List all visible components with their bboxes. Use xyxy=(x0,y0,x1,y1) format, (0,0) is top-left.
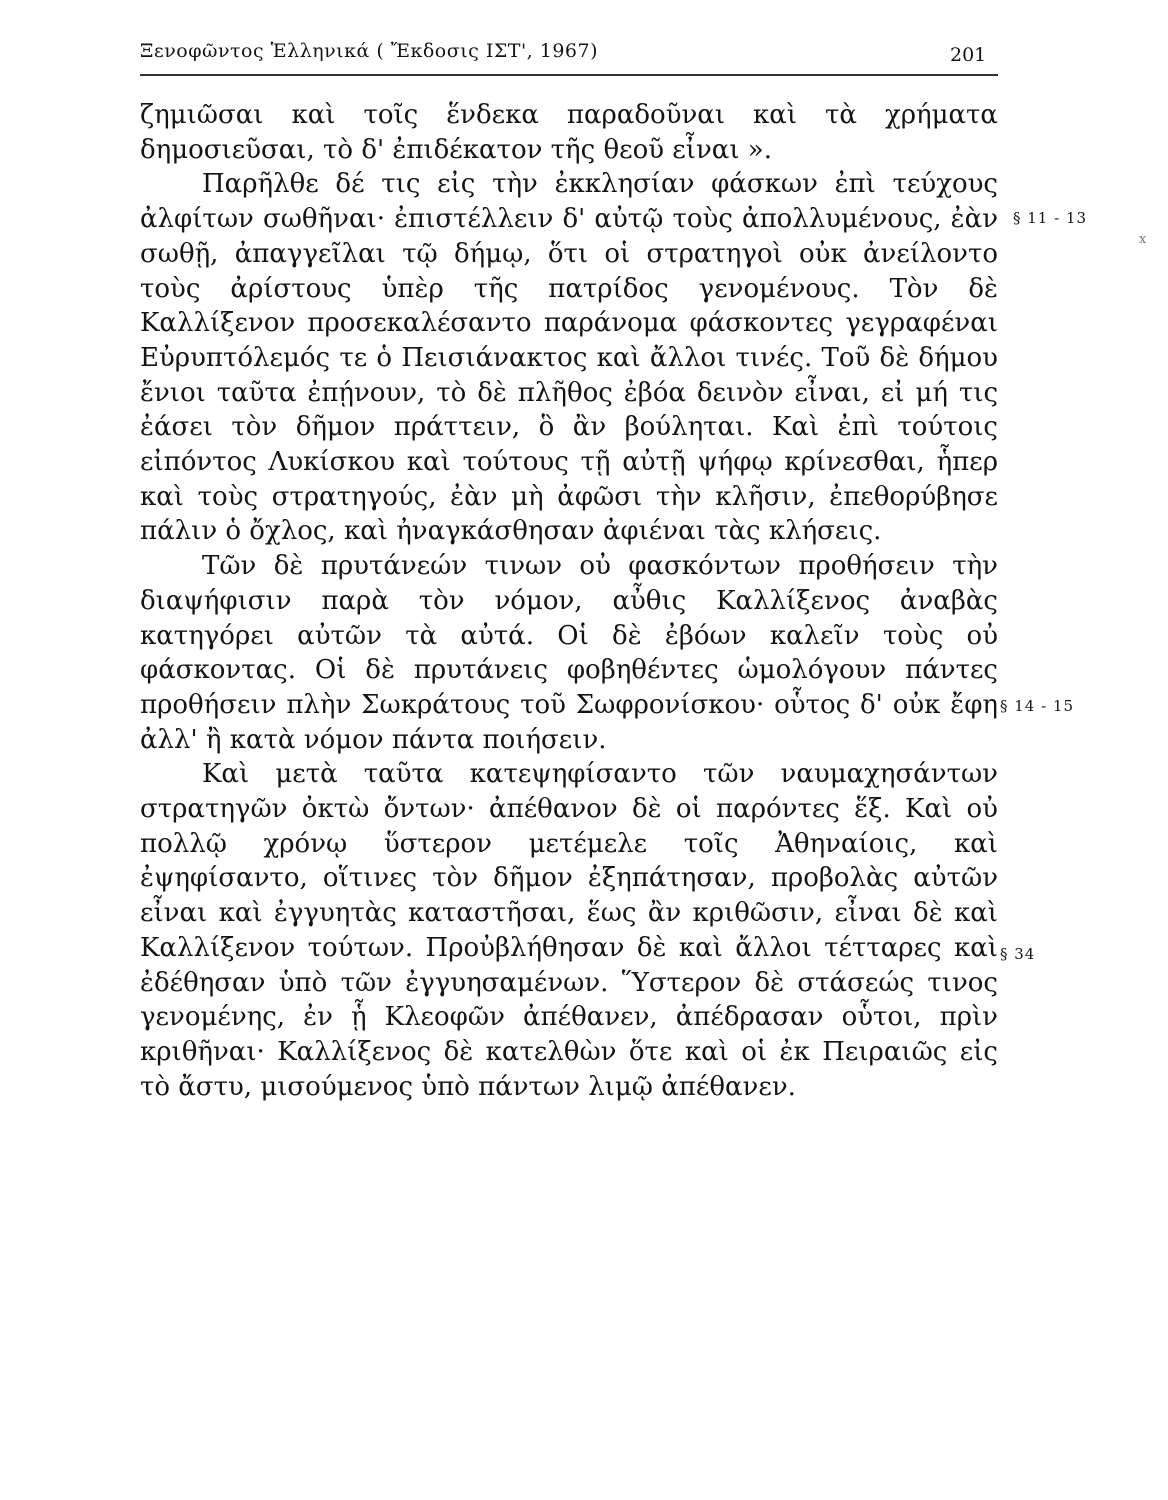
stray-margin-mark: x xyxy=(1139,232,1147,247)
running-header-title: Ξενοφῶντος Ἑλληνικά ( Ἔκδοσις ΙΣΤ', 1967) xyxy=(140,40,599,62)
page-number: 201 xyxy=(950,44,987,66)
paragraph-2: Παρῆλθε δέ τις εἰς τὴν ἐκκλησίαν φάσκων ἐπὶ τεύχους ἀλφίτων σωθῆναι· ἐπιστέλλειν δ' αὐτῷ τοὺς ἀπολλυμένους, ἐὰν σωθῇ, ἀπαγγεῖλαι τῷ δήμῳ, ὅτι οἱ στρατηγοὶ οὐκ ἀνείλοντο τοὺς ἀρίστους ὑπὲρ τῆς πατρίδος γενομένους. Τὸν δὲ Καλλίξενον προσεκαλέσαντο παράνομα φάσκοντες γεγραφέναι Εὐρυπτόλεμός τε ὁ Πεισιάνακτος καὶ ἄλλοι τινές. Τοῦ δὲ δήμου ἔνιοι ταῦτα ἐπῄνουν, τὸ δὲ πλῆθος ἐβόα δεινὸν εἶναι, εἰ μή τις ἐάσει τὸν δῆμον πράττειν, ὃ ἂν βούληται. Καὶ ἐπὶ τούτοις εἰπόντος Λυκίσκου καὶ τούτους τῇ αὐτῇ ψήφῳ κρίνεσθαι, ἧπερ καὶ τοὺς στρατηγούς, ἐὰν μὴ ἀφῶσι τὴν κλῆσιν, ἐπεθορύβησε πάλιν ὁ ὄχλος, καὶ ἠναγκάσθησαν ἀφιέναι τὰς κλήσεις. xyxy=(140,169,998,547)
margin-section-ref-3: § 34 xyxy=(1000,945,1036,963)
main-text xyxy=(140,98,998,1104)
paragraph-4: Καὶ μετὰ ταῦτα κατεψηφίσαντο τῶν ναυμαχησάντων στρατηγῶν ὀκτὼ ὄντων· ἀπέθανον δὲ οἱ παρόντες ἕξ. Καὶ οὐ πολλῷ χρόνῳ ὕστερον μετέμελε τοῖς Ἀθηναίοις, καὶ ἐψηφίσαντο, οἵτινες τὸν δῆμον ἐξηπάτησαν, προβολὰς αὐτῶν εἶναι καὶ ἐγγυητὰς καταστῆσαι, ἕως ἂν κριθῶσιν, εἶναι δὲ καὶ Καλλίξενον τούτων. Προὐβλήθησαν δὲ καὶ ἄλλοι τέτταρες καὶ ἐδέθησαν ὑπὸ τῶν ἐγγυησαμένων. Ὕστερον δὲ στάσεώς τινος γενομένης, ἐν ᾗ Κλεοφῶν ἀπέθανεν, ἀπέδρασαν οὗτοι, πρὶν κριθῆναι· Καλλίξενος δὲ κατελθὼν ὅτε καὶ οἱ ἐκ Πειραιῶς εἰς τὸ ἄστυ, μισούμενος ὑπὸ πάντων λιμῷ ἀπέθανεν. xyxy=(140,759,998,1102)
header-rule xyxy=(140,74,998,76)
margin-section-ref-2: § 14 - 15 xyxy=(1000,697,1075,715)
paragraph-1: ζημιῶσαι καὶ τοῖς ἕνδεκα παραδοῦναι καὶ τὰ χρήματα δημοσιεῦσαι, τὸ δ' ἐπιδέκατον τῆς θεοῦ εἶναι ». xyxy=(140,100,998,165)
margin-section-ref-1: § 11 - 13 xyxy=(1013,209,1088,227)
paragraph-3: Τῶν δὲ πρυτάνεών τινων οὐ φασκόντων προθήσειν τὴν διαψήφισιν παρὰ τὸν νόμον, αὖθις Καλλίξενος ἀναβὰς κατηγόρει αὐτῶν τὰ αὐτά. Οἱ δὲ ἐβόων καλεῖν τοὺς οὐ φάσκοντας. Οἱ δὲ πρυτάνεις φοβηθέντες ὡμολόγουν πάντες προθήσειν πλὴν Σωκράτους τοῦ Σωφρονίσκου· οὗτος δ' οὐκ ἔφη ἀλλ' ἢ κατὰ νόμον πάντα ποιήσειν. xyxy=(140,551,998,755)
